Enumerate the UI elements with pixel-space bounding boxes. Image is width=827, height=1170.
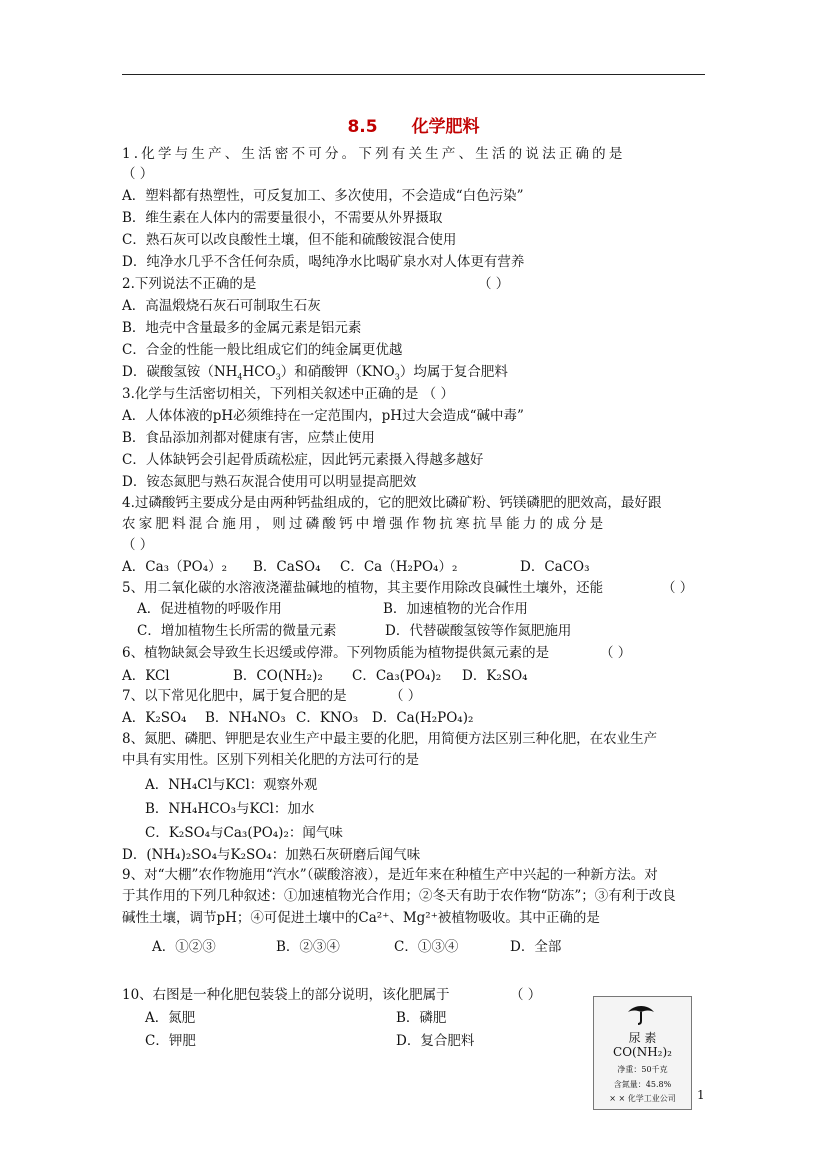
header-rule (122, 74, 705, 75)
q5-option-a: A．促进植物的呼吸作用 (137, 601, 282, 617)
q4-option-a: A．Ca₃（PO₄）₂ (122, 559, 228, 575)
q4-option-c: C．Ca（H₂PO₄）₂ (340, 559, 458, 575)
q9-line-3: 碱性土壤，调节pH；④可促进土壤中的Ca²⁺、Mg²⁺被植物吸收。其中正确的是 (122, 910, 600, 926)
label-company: × × 化学工业公司 (609, 1094, 676, 1103)
q9-line-1: 9、对“大棚”农作物施用“汽水”（碳酸溶液），是近年来在种植生产中兴起的一种新方法。对 (122, 867, 658, 883)
q6-option-c: C．Ca₃(PO₄)₂ (352, 668, 442, 684)
q8-line-2: 中具有实用性。区别下列相关化肥的方法可行的是 (122, 752, 419, 768)
q2-option-c: C．合金的性能一般比组成它们的纯金属更优越 (122, 342, 403, 358)
q1-stem: 1.化学与生产、生活密不可分。下列有关生产、生活的说法正确的是 (122, 146, 626, 162)
q3-stem: 3.化学与生活密切相关，下列相关叙述中正确的是 （ ） (122, 386, 454, 402)
q5-option-c: C．增加植物生长所需的微量元素 (137, 623, 337, 639)
q4-paren: （ ） (122, 537, 154, 553)
q6-option-a: A．KCl (122, 668, 170, 684)
q3-option-c: C．人体缺钙会引起骨质疏松症，因此钙元素摄入得越多越好 (122, 452, 484, 468)
q10-option-c: C．钾肥 (145, 1033, 196, 1049)
q1-option-b: B．维生素在人体内的需要量很小，不需要从外界摄取 (122, 210, 443, 226)
q2-stem: 2.下列说法不正确的是 (122, 276, 257, 292)
q7-option-a: A．K₂SO₄ (122, 710, 187, 726)
q7-option-d: D．Ca(H₂PO₄)₂ (372, 710, 474, 726)
q6-option-d: D．K₂SO₄ (462, 668, 528, 684)
section-title: 化学肥料 (411, 117, 480, 137)
q10-option-a: A．氮肥 (145, 1010, 196, 1026)
q4-option-b: B．CaSO₄ (253, 559, 321, 575)
q2-paren: （ ） (478, 276, 510, 292)
q4-line-1: 4.过磷酸钙主要成分是由两种钙盐组成的，它的肥效比磷矿粉、钙镁磷肥的肥效高，最好跟 (122, 495, 662, 511)
q3-option-d: D．铵态氮肥与熟石灰混合使用可以明显提高肥效 (122, 474, 417, 490)
q9-line-2: 于其作用的下列几种叙述：①加速植物光合作用；②冬天有助于农作物“防冻”；③有利于改良 (122, 888, 676, 904)
q8-option-c: C．K₂SO₄与Ca₃(PO₄)₂：闻气味 (145, 825, 343, 841)
q9-option-c: C．①③④ (394, 939, 459, 955)
q7-option-c: C．KNO₃ (296, 710, 359, 726)
q2-option-d: D．碳酸氢铵$(NH_4HCO_3)$和硝酸钾$(KNO_3)$均属于复合肥料 (122, 364, 508, 382)
q2-option-a: A．高温煅烧石灰石可制取生石灰 (122, 298, 321, 314)
q10-stem: 10、右图是一种化肥包装袋上的部分说明，该化肥属于 (122, 987, 450, 1003)
q4-option-d: D．CaCO₃ (520, 559, 590, 575)
page-title (0, 112, 827, 137)
q7-paren: （ ） (390, 688, 422, 704)
q2-option-b: B．地壳中含量最多的金属元素是铝元素 (122, 320, 362, 336)
q9-option-d: D．全部 (510, 939, 562, 955)
q8-option-a: A．NH₄Cl与KCl：观察外观 (145, 777, 318, 793)
q5-option-d: D．代替碳酸氢铵等作氮肥施用 (385, 623, 572, 639)
q7-stem: 7、以下常见化肥中，属于复合肥的是 (122, 688, 347, 704)
q1-option-a: A．塑料都有热塑性，可反复加工、多次使用，不会造成“白色污染” (122, 188, 524, 204)
label-name: 尿 素 (628, 1031, 657, 1045)
q1-option-c: C．熟石灰可以改良酸性土壤，但不能和硫酸铵混合使用 (122, 232, 457, 248)
label-net-weight: 净重：50千克 (617, 1065, 668, 1074)
label-formula: CO(NH₂)₂ (613, 1045, 672, 1059)
q7-option-b: B．NH₄NO₃ (205, 710, 286, 726)
q8-line-1: 8、氮肥、磷肥、钾肥是农业生产中最主要的化肥，用简便方法区别三种化肥，在农业生产 (122, 731, 658, 747)
q3-option-b: B．食品添加剂都对健康有害，应禁止使用 (122, 430, 375, 446)
q8-option-b: B．NH₄HCO₃与KCl：加水 (145, 801, 315, 817)
q3-option-a: A．人体体液的pH必须维持在一定范围内，pH过大会造成“碱中毒” (122, 408, 524, 424)
q5-option-b: B．加速植物的光合作用 (383, 601, 528, 617)
q9-option-b: B．②③④ (276, 939, 340, 955)
page-number: 1 (697, 1088, 705, 1102)
q10-option-d: D．复合肥料 (396, 1033, 475, 1049)
q5-paren: （ ） (662, 580, 694, 596)
fertilizer-label (593, 996, 692, 1110)
q1-paren: （ ） (122, 166, 154, 182)
label-nitrogen-content: 含氮量：45.8% (613, 1080, 672, 1089)
q8-option-d: D．(NH₄)₂SO₄与K₂SO₄：加熟石灰研磨后闻气味 (122, 847, 421, 863)
q10-option-b: B．磷肥 (396, 1010, 447, 1026)
keep-dry-icon (626, 1003, 656, 1025)
q6-paren: （ ） (600, 645, 632, 661)
q4-line-2: 农家肥料混合施用，则过磷酸钙中增强作物抗寒抗旱能力的成分是 (122, 516, 607, 532)
section-number: 8.5 (347, 117, 378, 137)
q5-stem: 5、用二氧化碳的水溶液浇灌盐碱地的植物，其主要作用除改良碱性土壤外，还能 (122, 580, 604, 596)
q9-option-a: A．①②③ (152, 939, 216, 955)
q1-option-d: D．纯净水几乎不含任何杂质，喝纯净水比喝矿泉水对人体更有营养 (122, 254, 525, 270)
q6-option-b: B．CO(NH₂)₂ (233, 668, 323, 684)
q6-stem: 6、植物缺氮会导致生长迟缓或停滞。下列物质能为植物提供氮元素的是 (122, 645, 550, 661)
q10-paren: （ ） (510, 987, 542, 1003)
